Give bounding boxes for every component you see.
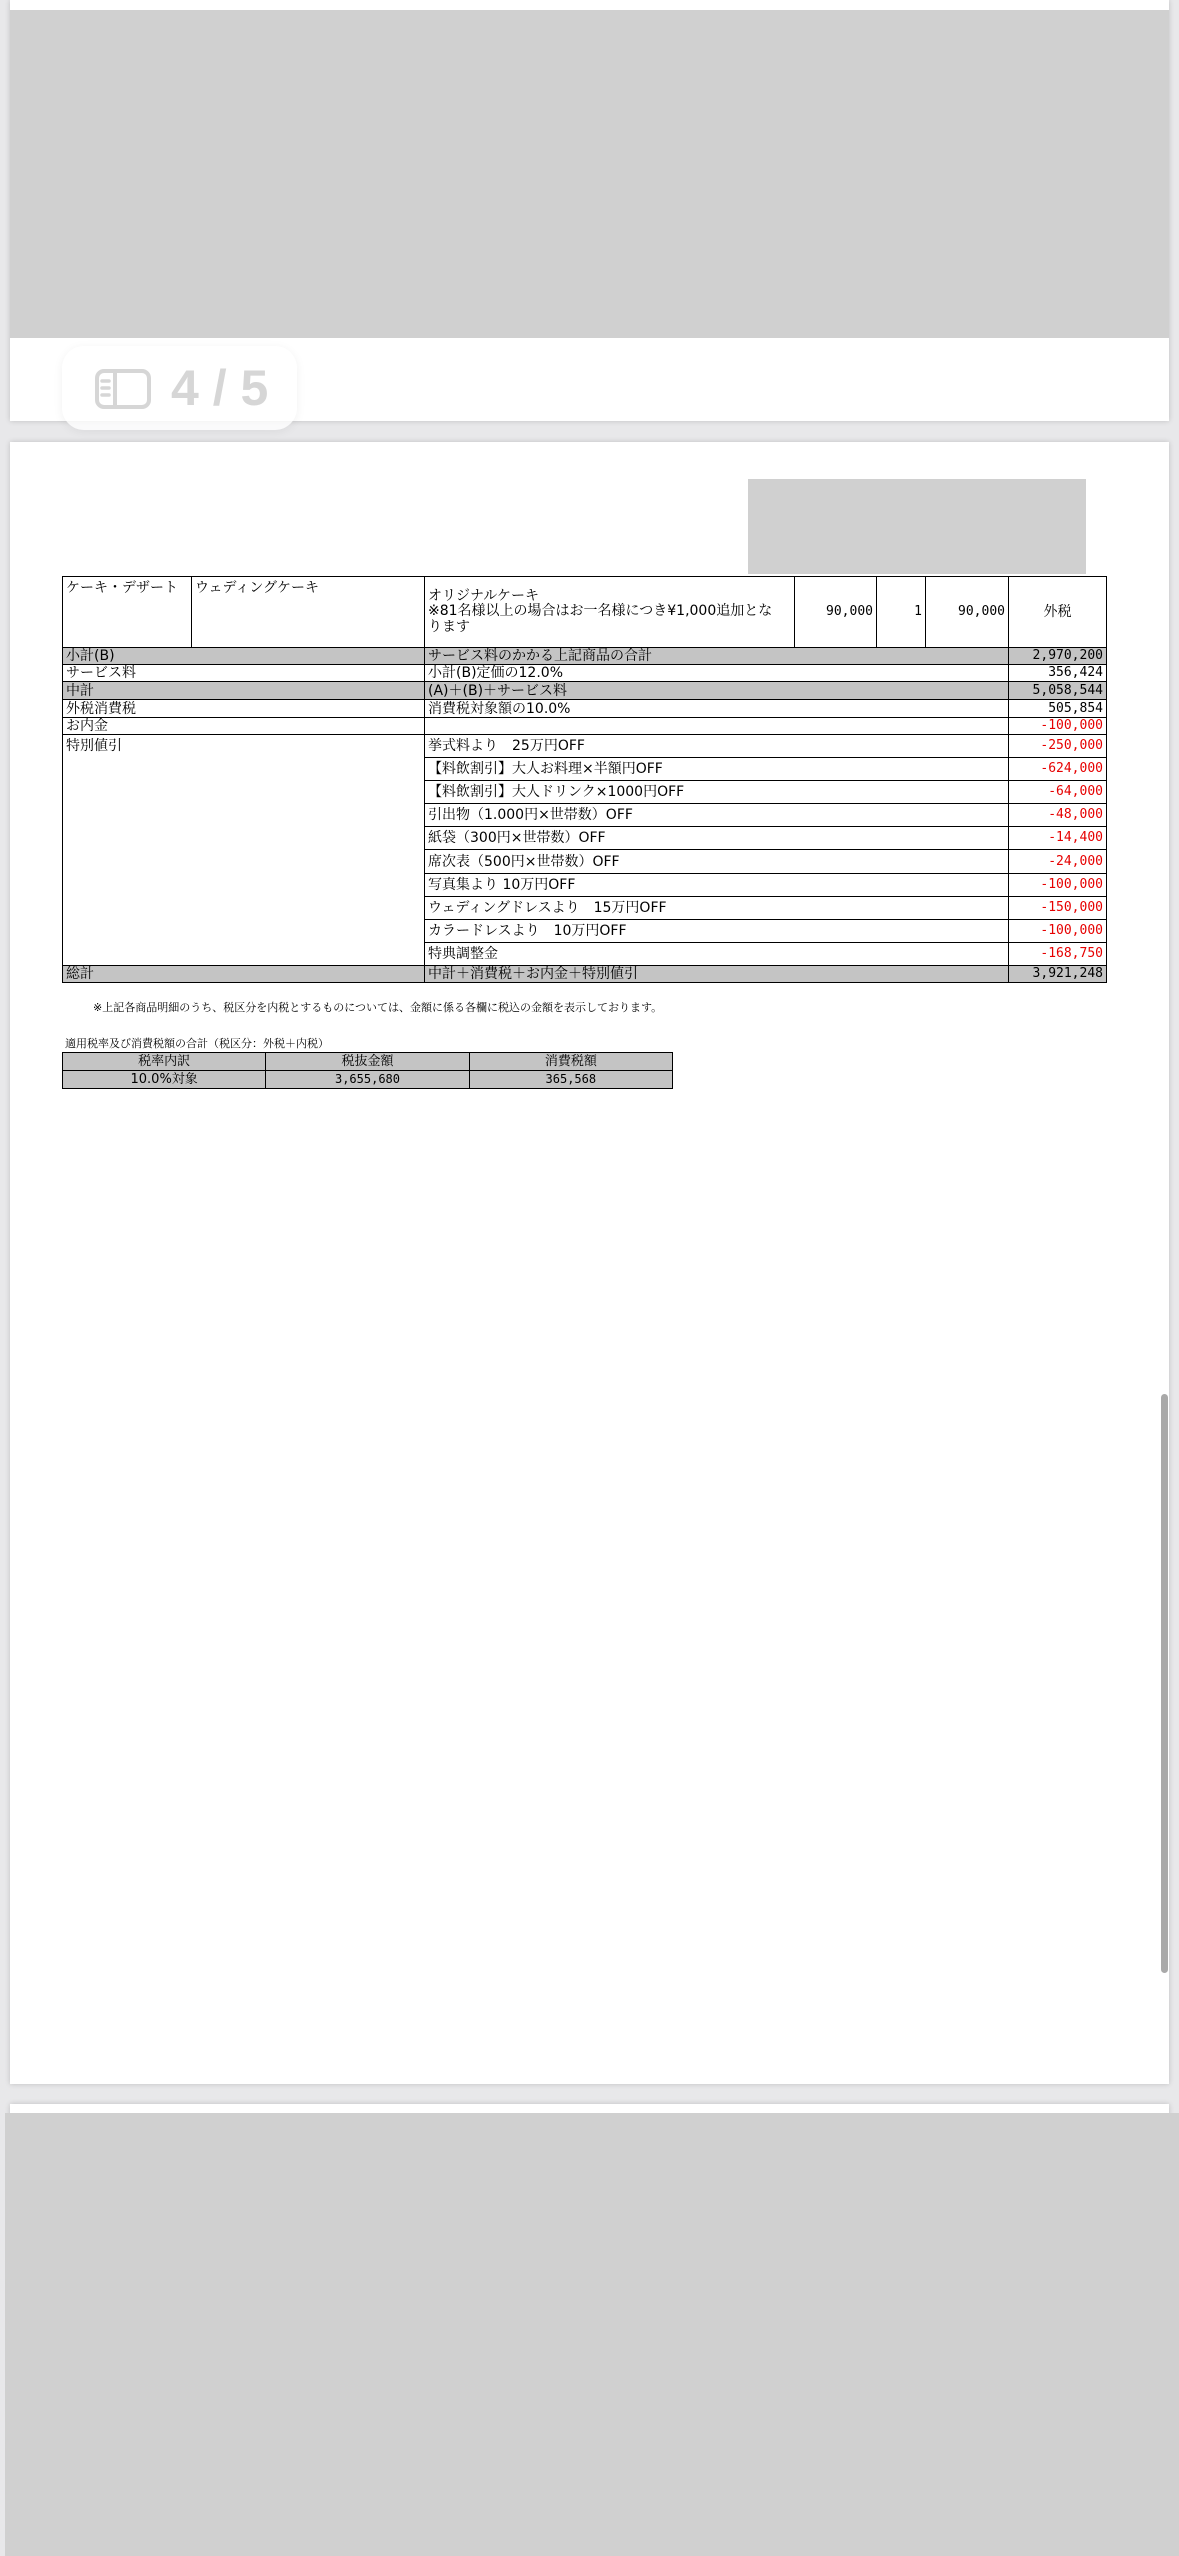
tax-rate-cell: 10.0%対象 <box>63 1071 266 1089</box>
column-header: 税率内訳 <box>63 1053 266 1071</box>
discount-amount: -24,000 <box>1009 850 1107 873</box>
discount-label: 特別値引 <box>63 735 425 966</box>
discount-amount: -64,000 <box>1009 781 1107 804</box>
discount-description: 引出物（1.000円×世帯数）OFF <box>425 804 1009 827</box>
table-row <box>63 1071 673 1089</box>
tax-summary-table <box>62 1052 673 1089</box>
tax-type-cell: 外税 <box>1009 577 1107 648</box>
row-description <box>425 718 1009 735</box>
item-description-cell <box>425 577 795 648</box>
discount-description: ウェディングドレスより 15万円OFF <box>425 896 1009 919</box>
pre-tax-amount-cell: 3,655,680 <box>266 1071 469 1089</box>
discount-description: 【料飲割引】大人ドリンク×1000円OFF <box>425 781 1009 804</box>
redacted-block <box>748 479 1086 574</box>
row-amount: -100,000 <box>1009 718 1107 735</box>
subtotal-b-row <box>63 648 1107 665</box>
discount-amount: -100,000 <box>1009 919 1107 942</box>
row-label: サービス料 <box>63 665 425 682</box>
discount-description: 【料飲割引】大人お料理×半額円OFF <box>425 758 1009 781</box>
redacted-block <box>5 2113 1179 2556</box>
tax-note: ※上記各商品明細のうち、税区分を内税とするものについては、金額に係る各欄に税込の金額を表示しております。 <box>93 1001 663 1014</box>
column-header: 税抜金額 <box>266 1053 469 1071</box>
vertical-scrollbar[interactable] <box>1161 1394 1168 1973</box>
amount-cell: 90,000 <box>926 577 1009 648</box>
discount-amount: -624,000 <box>1009 758 1107 781</box>
row-amount: 2,970,200 <box>1009 648 1107 665</box>
discount-row <box>63 735 1107 758</box>
unit-price-cell: 90,000 <box>795 577 877 648</box>
row-description: 小計(B)定価の12.0% <box>425 665 1009 682</box>
consumption-tax-row <box>63 700 1107 718</box>
sidebar-icon <box>95 369 151 409</box>
pdf-page-4 <box>10 442 1169 2084</box>
row-description: (A)＋(B)＋サービス料 <box>425 682 1009 700</box>
page-number-label: 4 / 5 <box>171 360 269 416</box>
row-label: 総計 <box>63 965 425 982</box>
row-amount: 356,424 <box>1009 665 1107 682</box>
midtotal-row <box>63 682 1107 700</box>
table-header-row <box>63 1053 673 1071</box>
pdf-page-5 <box>10 2104 1169 2556</box>
item-name-cell: ウェディングケーキ <box>192 577 425 648</box>
quantity-cell: 1 <box>877 577 926 648</box>
row-label: 外税消費税 <box>63 700 425 718</box>
discount-description: 特典調整金 <box>425 942 1009 965</box>
grand-total-row <box>63 965 1107 982</box>
item-description-line: ※81名様以上の場合はお一名様につき¥1,000追加とな <box>428 603 773 620</box>
row-label: お内金 <box>63 718 425 735</box>
discount-amount: -250,000 <box>1009 735 1107 758</box>
column-header: 消費税額 <box>469 1053 672 1071</box>
table-row <box>63 577 1107 648</box>
row-label: 小計(B) <box>63 648 425 665</box>
row-amount: 505,854 <box>1009 700 1107 718</box>
discount-description: 挙式料より 25万円OFF <box>425 735 1009 758</box>
discount-amount: -150,000 <box>1009 896 1107 919</box>
item-description-line: ります <box>428 618 470 635</box>
discount-amount: -168,750 <box>1009 942 1107 965</box>
discount-description: 紙袋（300円×世帯数）OFF <box>425 827 1009 850</box>
row-description: 消費税対象額の10.0% <box>425 700 1009 718</box>
row-amount: 5,058,544 <box>1009 682 1107 700</box>
discount-amount: -48,000 <box>1009 804 1107 827</box>
discount-description: 席次表（500円×世帯数）OFF <box>425 850 1009 873</box>
row-label: 中計 <box>63 682 425 700</box>
tax-summary-title: 適用税率及び消費税額の合計（税区分：外税＋内税） <box>65 1037 329 1050</box>
discount-amount: -100,000 <box>1009 873 1107 896</box>
item-description-line: オリジナルケーキ <box>428 587 540 604</box>
discount-amount: -14,400 <box>1009 827 1107 850</box>
discount-description: 写真集より 10万円OFF <box>425 873 1009 896</box>
row-description: サービス料のかかる上記商品の合計 <box>425 648 1009 665</box>
discount-description: カラードレスより 10万円OFF <box>425 919 1009 942</box>
deposit-row <box>63 718 1107 735</box>
row-amount: 3,921,248 <box>1009 965 1107 982</box>
page-indicator[interactable] <box>62 346 297 430</box>
row-description: 中計＋消費税＋お内金＋特別値引 <box>425 965 1009 982</box>
redacted-block <box>10 10 1169 338</box>
service-fee-row <box>63 665 1107 682</box>
estimate-table <box>62 576 1107 983</box>
tax-amount-cell: 365,568 <box>469 1071 672 1089</box>
category-cell: ケーキ・デザート <box>63 577 192 648</box>
